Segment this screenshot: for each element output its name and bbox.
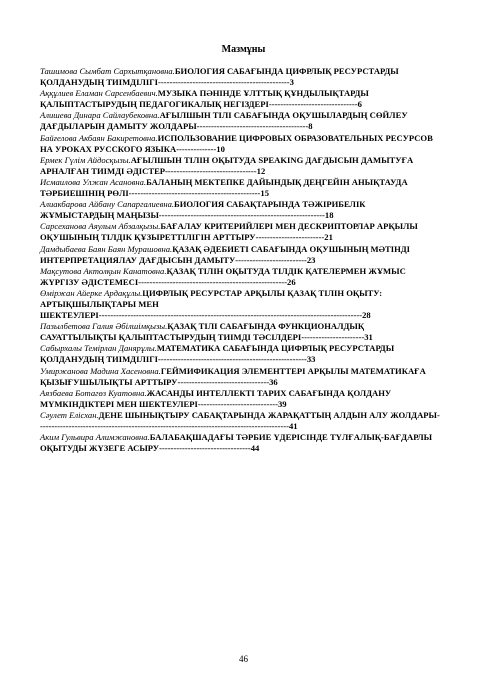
toc-entry-leader: --------------------------------------- bbox=[196, 121, 309, 132]
toc-entry-leader: ---------------------------------------------------- bbox=[138, 276, 288, 287]
toc-entry-leader: ---------------------------------------------------- bbox=[158, 354, 307, 365]
toc-entry-title: АҒЫЛШЫН ТІЛІ САБАҒЫНДА ОҚУШЫЛАРДЫҢ СӨЙЛЕУ ДАҒДЫЛАРЫН ДАМЫТУ ЖОЛДАРЫ bbox=[40, 110, 408, 132]
toc-entry-page: 41 bbox=[288, 421, 298, 431]
toc-entry-leader: ------------------------- bbox=[235, 254, 307, 265]
toc-entry-title: АҒЫЛШЫН ТІЛІН ОҚЫТУДА SPEAKING ДАҒДЫСЫН ДАМЫТУҒА АРНАЛҒАН ТИІМДІ ӘДІСТЕР bbox=[40, 154, 414, 176]
toc-entry-leader: ---------------------------------------------------------------------------------------- bbox=[40, 409, 440, 431]
toc-entry-leader: -------------------------------- bbox=[159, 443, 251, 454]
toc-entry-title: ГЕЙМИФИКАЦИЯ ЭЛЕМЕНТТЕРІ АРҚЫЛЫ МАТЕМАТИКАҒА ҚЫЗЫҒУШЫЛЫҚТЫ АРТТЫРУ bbox=[40, 365, 426, 387]
toc-entry-title: ҚАЗАҚ ТІЛІН ОҚЫТУДА ТІЛДІК ҚАТЕЛЕРМЕН ЖҰМЫС ЖҮРГІЗУ ӘДІСТЕМЕСІ bbox=[40, 265, 406, 287]
toc-entry-author: Сәулет Елісхан. bbox=[40, 409, 99, 420]
toc-entry-page: 44 bbox=[250, 443, 260, 454]
toc-entry bbox=[40, 432, 442, 454]
toc-entry-page: 26 bbox=[287, 276, 296, 287]
toc-entry-leader: ---------------------------------------------- bbox=[158, 77, 290, 88]
toc-entry-leader: ---------------------------------------------------------- bbox=[158, 210, 325, 221]
toc-entry-title: ЦИФРЛЫҚ РЕСУРСТАР АРҚЫЛЫ ҚАЗАҚ ТІЛІН ОҚЫТУ: АРТЫҚШЫЛЫҚТАРЫ МЕН bbox=[40, 287, 383, 309]
toc-entry bbox=[40, 66, 442, 88]
toc-entry-author: Аязбаева Ботагөз Куатовна. bbox=[40, 387, 147, 398]
toc-entry-leader: -------------------------------------------------------------------------------------------- bbox=[98, 310, 363, 321]
toc-entry-leader: -------------------------------- bbox=[177, 376, 270, 387]
toc-entry-page: 21 bbox=[324, 232, 333, 243]
toc-entry-author: Сарсеханова Аяулым Абзалқызы. bbox=[40, 221, 161, 232]
toc-entry-leader: -------------- bbox=[176, 143, 217, 154]
toc-entry-leader: ---------------------------------------------- bbox=[128, 188, 261, 199]
toc-entry-title: МАТЕМАТИКА САБАҒЫНДА ЦИФРЛЫҚ РЕСУРСТАРДЫ ҚОЛДАНУДЫҢ ТИІМДІЛІГІ bbox=[40, 343, 395, 365]
toc-entry-leader: ---------------------------- bbox=[197, 398, 278, 409]
toc-entry-author: Өміржан Айерке Ардақұлы. bbox=[40, 287, 143, 298]
toc-entry-page: 18 bbox=[324, 210, 334, 221]
toc-entry-page: 10 bbox=[216, 143, 225, 154]
toc-entry-page: 36 bbox=[269, 376, 278, 387]
toc-entry-author: Мақсутова Актолқын Канатовна. bbox=[40, 265, 167, 276]
toc-entry-leader: ---------------------- bbox=[301, 332, 365, 343]
toc-entry-page: 23 bbox=[306, 254, 316, 265]
toc-entry-leader: -------------------------------- bbox=[165, 165, 257, 176]
toc-entry bbox=[40, 133, 442, 155]
toc-entry-page: 6 bbox=[357, 99, 362, 110]
toc-entry-title: ЖАСАНДЫ ИНТЕЛЛЕКТІ ТАРИХ САБАҒЫНДА ҚОЛДАНУ МҮМКІНДІКТЕРІ МЕН ШЕКТЕУЛЕРІ bbox=[40, 387, 392, 409]
toc-entry-author: Дамдыбаева Баян Баян Мурашовна. bbox=[40, 243, 173, 254]
toc-entry bbox=[40, 388, 442, 410]
toc-entry-title: ҚАЗАҚ ТІЛІ САБАҒЫНДА ФУНКЦИОНАЛДЫҚ САУАТТЫЛЫҚТЫ ҚАЛЫПТАСТЫРУДЫҢ ТИІМДІ ТӘСІЛДЕРІ bbox=[40, 321, 365, 343]
toc-entry-title: БАЛАНЫҢ МЕКТЕПКЕ ДАЙЫНДЫҚ ДЕҢГЕЙІН АНЫҚТАУДА ТӘРБИЕШІНІҢ РӨЛІ bbox=[40, 176, 408, 199]
toc-entry bbox=[40, 288, 442, 321]
toc-entry-page: 8 bbox=[308, 121, 313, 132]
toc-entry-author: Аққұлиев Еламан Сарсенбаевич. bbox=[40, 88, 158, 99]
toc-entry-page: 33 bbox=[306, 354, 316, 365]
toc-entry bbox=[40, 410, 442, 432]
toc-entry-author: Ермек Гүлім Айдосқызы. bbox=[40, 154, 131, 165]
toc-entry-title: МУЗЫКА ПӘНІНДЕ ҰЛТТЫҚ ҚҰНДЫЛЫҚТАРДЫ ҚАЛЫПТАСТЫРУДЫҢ ПЕДАГОГИКАЛЫҚ НЕГІЗДЕРІ bbox=[40, 88, 369, 110]
toc-entry-page: 15 bbox=[260, 188, 270, 199]
toc-entry bbox=[40, 244, 442, 266]
toc-entry-title: БАЛАБАҚШАДАҒЫ ТӘРБИЕ ҮДЕРІСІНДЕ ТҮЛҒАЛЫҚ-БАҒДАРЛЫ ОҚЫТУДЫ ЖҮЗЕГЕ АСЫРУ bbox=[40, 432, 433, 454]
toc-entry-leader: ------------------------ bbox=[255, 232, 325, 243]
toc-entry-author: Байғелова Акбаян Бакиретовна. bbox=[40, 132, 158, 143]
toc-entry-title: БИОЛОГИЯ САБАҚТАРЫНДА ТӘЖІРИБЕЛІК ЖҰМЫСТАРДЫҢ МАҢЫЗЫ bbox=[40, 199, 366, 221]
toc-entry-leader: ------------------------------- bbox=[268, 99, 358, 110]
toc-entry bbox=[40, 266, 442, 288]
toc-entry bbox=[40, 321, 442, 343]
toc-entry-author: Ташимова Сымбат Сархытқановна. bbox=[40, 66, 175, 76]
toc-entry bbox=[40, 110, 442, 132]
toc-entry-author: Сабырхалы Темірлан Данярұлы. bbox=[40, 343, 157, 354]
table-of-contents bbox=[40, 66, 442, 454]
toc-entry-author: Пазылбетова Галия Әбілшімқызы. bbox=[40, 321, 168, 332]
toc-entry bbox=[40, 343, 442, 365]
toc-entry-page: 3 bbox=[289, 77, 294, 88]
toc-entry-title: ИСПОЛЬЗОВАНИЕ ЦИФРОВЫХ ОБРАЗОВАТЕЛЬНЫХ РЕСУРСОВ НА УРОКАХ РУССКОГО ЯЗЫКА bbox=[40, 132, 433, 154]
toc-entry bbox=[40, 366, 442, 388]
toc-entry-page: 12 bbox=[256, 165, 266, 176]
toc-entry-title-continued: ШЕКТЕУЛЕРІ bbox=[40, 310, 99, 321]
page-number: 46 bbox=[239, 654, 248, 664]
toc-entry-title: ДЕНЕ ШЫНЫҚТЫРУ САБАҚТАРЫНДА ЖАРАҚАТТЫҢ АЛДЫН АЛУ ЖОЛДАРЫ bbox=[98, 409, 437, 420]
page-title: Мазмұны bbox=[221, 44, 266, 55]
toc-entry-author: Алишева Динара Сайлаубековна. bbox=[40, 110, 160, 121]
toc-entry-title: БАҒАЛАУ КРИТЕРИЙЛЕРІ МЕН ДЕСКРИПТОРЛАР АРҚЫЛЫ ОҚУШЫНЫҢ ТІЛДІК ҚҰЗЫРЕТТІЛІГІН АРТТЫРУ bbox=[40, 221, 418, 243]
toc-entry-title: ҚАЗАҚ ӘДЕБИЕТІ САБАҒЫНДА ОҚУШЫНЫҢ МӘТІНДІ ИНТЕРПРЕТАЦИЯЛАУ ДАҒДЫСЫН ДАМЫТУ bbox=[40, 243, 411, 265]
toc-entry-author: Аким Гульвира Алимжановна. bbox=[40, 432, 150, 443]
toc-entry bbox=[40, 155, 442, 177]
toc-entry bbox=[40, 177, 442, 199]
toc-entry-author: Умиржанова Мадина Хасеновна. bbox=[40, 365, 161, 376]
toc-entry-author: Исмаилова Улжан Асановна. bbox=[40, 176, 147, 187]
toc-entry bbox=[40, 221, 442, 243]
toc-entry-author: Алиакбарова Айбану Сапаргалиевна. bbox=[40, 199, 175, 210]
toc-entry-page: 31 bbox=[364, 332, 373, 343]
toc-entry-page: 39 bbox=[277, 398, 287, 409]
toc-entry bbox=[40, 88, 442, 110]
toc-entry-page: 28 bbox=[362, 310, 371, 321]
toc-entry-title: БИОЛОГИЯ САБАҒЫНДА ЦИФРЛЫҚ РЕСУРСТАРДЫ ҚОЛДАНУДЫҢ ТИІМДІЛІГІ bbox=[40, 66, 399, 88]
toc-entry bbox=[40, 199, 442, 221]
